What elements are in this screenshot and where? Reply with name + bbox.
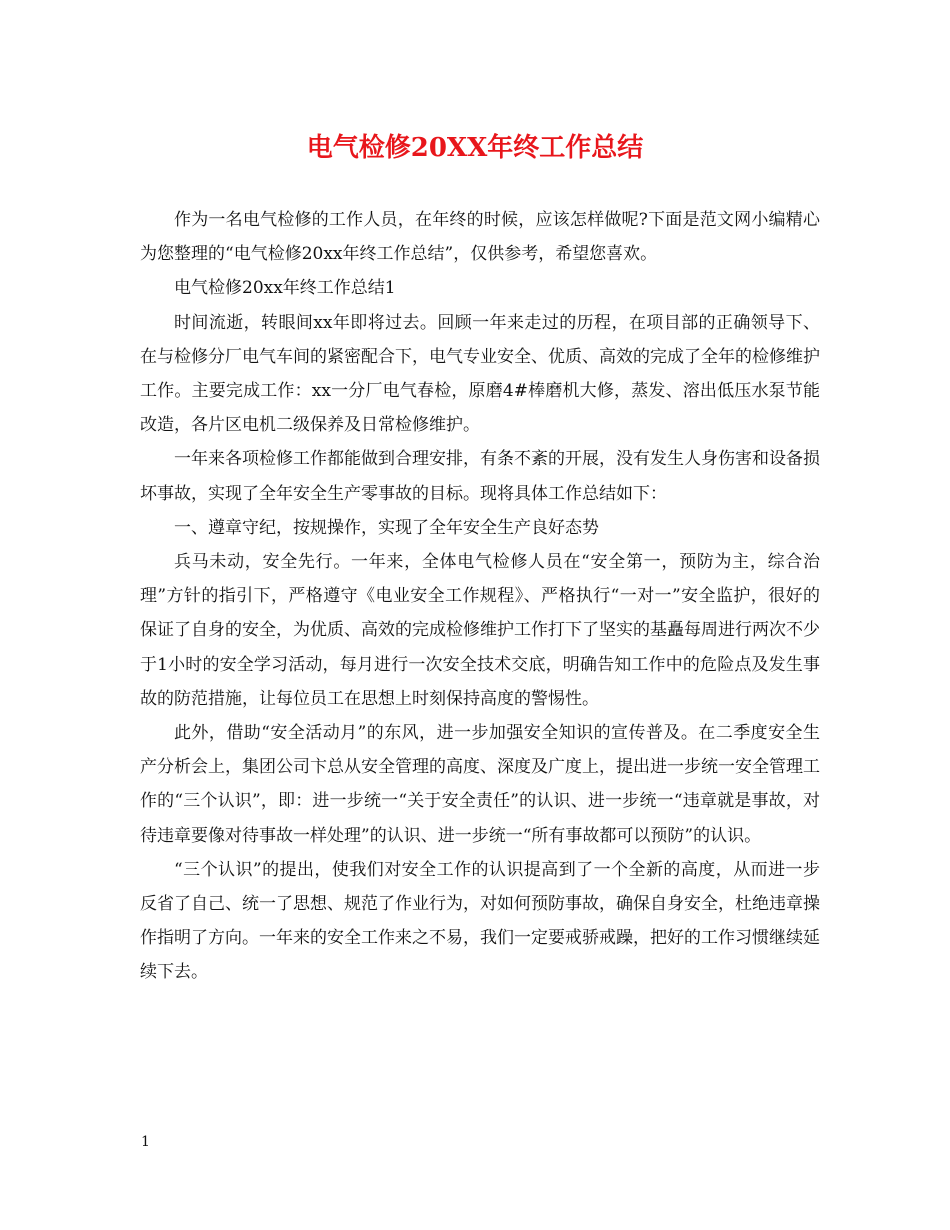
page-number: 1	[141, 1134, 150, 1150]
paragraph-three-understandings: “三个认识”的提出，使我们对安全工作的认识提高到了一个全新的高度，从而进一步反省了自己、统一了思想、规范了作业行为，对如何预防事故，确保自身安全，杜绝违章操作指明了方向。一年来的安全工作来之不易，我们一定要戒骄戒躁，把好的工作习惯继续延续下去。	[140, 859, 820, 983]
paragraph-review: 时间流逝，转眼间xx年即将过去。回顾一年来走过的历程，在项目部的正确领导下、在与检修分厂电气车间的紧密配合下，电气专业安全、优质、高效的完成了全年的检修维护工作。主要完成工作：xx一分厂电气春检，原磨4#棒磨机大修，蒸发、溶出低压水泵节能改造，各片区电机二级保养及日常检修维护。	[140, 312, 820, 436]
document-title: 电气检修20XX年终工作总结	[306, 133, 644, 163]
paragraph-point-one-heading: 一、遵章守纪，按规操作，实现了全年安全生产良好态势	[174, 517, 599, 538]
paragraph-summary: 一年来各项检修工作都能做到合理安排，有条不紊的开展，没有发生人身伤害和设备损坏事故，实现了全年安全生产零事故的目标。现将具体工作总结如下：	[140, 449, 820, 504]
paragraph-intro: 作为一名电气检修的工作人员，在年终的时候，应该怎样做呢?下面是范文网小编精心为您整理的“电气检修20xx年终工作总结”，仅供参考，希望您喜欢。	[140, 210, 820, 265]
paragraph-safety-first: 兵马未动，安全先行。一年来，全体电气检修人员在“安全第一，预防为主，综合治理”方针的指引下，严格遵守《电业安全工作规程》、严格执行“一对一”安全监护，很好的保证了自身的安全，为优质、高效的完成检修维护工作打下了坚实的基矗每周进行两次不少于1小时的安全学习活动，每月进行一次安全技术交底，明确告知工作中的危险点及发生事故的防范措施，让每位员工在思想上时刻保持高度的警惕性。	[140, 552, 820, 709]
paragraph-section-heading: 电气检修20xx年终工作总结1	[174, 278, 396, 299]
document-body	[140, 203, 820, 990]
paragraph-safety-month: 此外，借助“安全活动月”的东风，进一步加强安全知识的宣传普及。在二季度安全生产分析会上，集团公司卞总从安全管理的高度、深度及广度上，提出进一步统一安全管理工作的“三个认识”，即：进一步统一“关于安全责任”的认识、进一步统一“违章就是事故，对待违章要像对待事故一样处理”的认识、进一步统一“所有事故都可以预防”的认识。	[140, 723, 820, 846]
